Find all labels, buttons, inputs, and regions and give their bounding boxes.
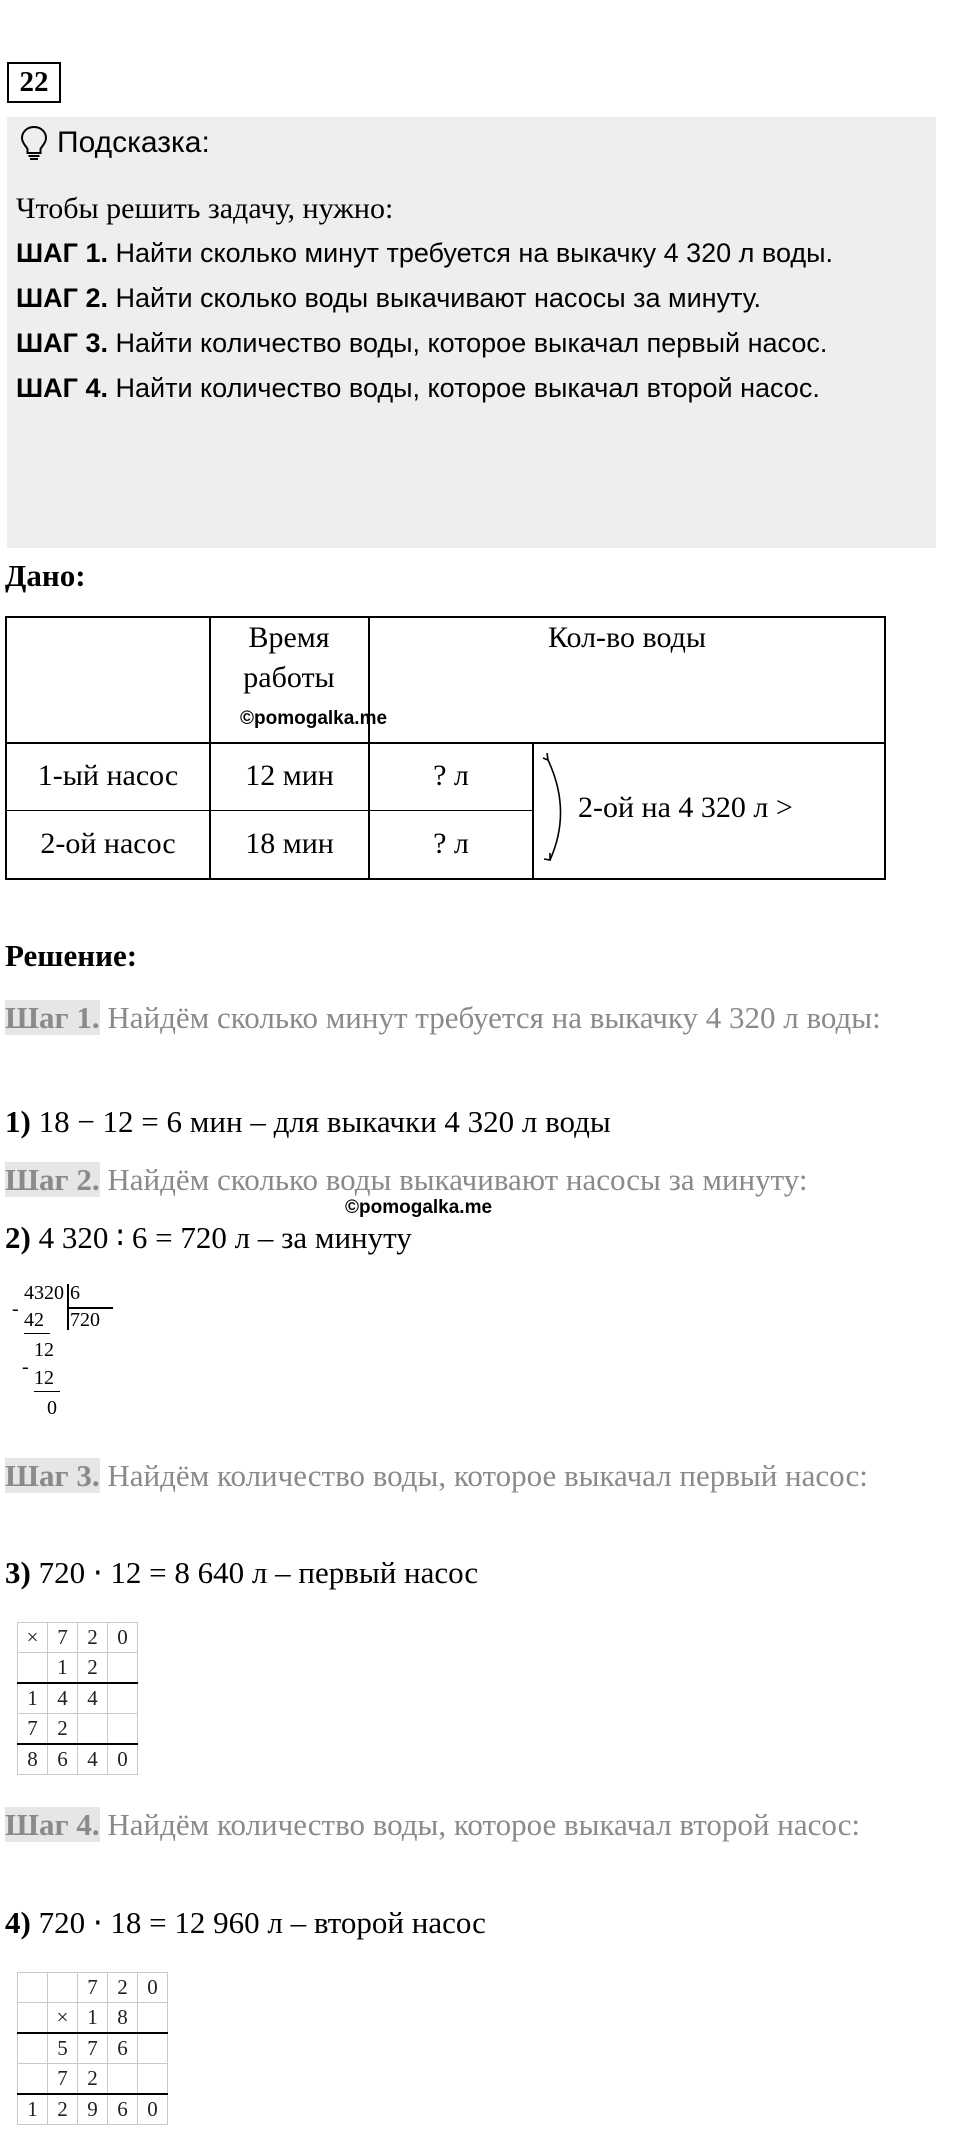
hint-step-4 [16, 366, 929, 411]
row2-name: 2-ой насос [40, 827, 176, 860]
equation-expression: 18 − 12 = 6 мин – для выкачки 4 320 л воды [38, 1104, 611, 1139]
step-text: Найдём сколько воды выкачивают насосы за минуту: [107, 1162, 808, 1197]
watermark: ©pomogalka.me [240, 708, 388, 729]
given-table [5, 616, 886, 880]
grid-cell [78, 1714, 108, 1745]
row2-time: 18 мин [245, 827, 334, 860]
task-number: 22 [7, 62, 61, 103]
grid-cell: 0 [108, 1744, 138, 1775]
hint-step-1 [16, 231, 929, 276]
double-arrow-icon [540, 752, 576, 870]
grid-row [18, 1744, 138, 1775]
step-tag: Шаг 3. [5, 1458, 100, 1493]
grid-cell: 7 [48, 2064, 78, 2095]
equation-number: 1) [5, 1104, 31, 1139]
grid-cell: 2 [108, 1973, 138, 2003]
hint-step-label: ШАГ 1. [16, 238, 108, 268]
minus-sign: - [12, 1298, 19, 1320]
minus-sign: - [22, 1356, 29, 1378]
hint-step-text: Найти количество воды, которое выкачал второй насос. [115, 373, 820, 403]
grid-row [18, 1973, 168, 2003]
row1-water: ? л [433, 759, 469, 792]
multiplication-grid-2 [17, 1972, 168, 2125]
division-line [34, 1391, 60, 1392]
grid-cell: 8 [108, 2003, 138, 2034]
equation-number: 4) [5, 1905, 31, 1940]
hint-step-label: ШАГ 3. [16, 328, 108, 358]
grid-cell: 6 [108, 2033, 138, 2064]
watermark: ©pomogalka.me [345, 1197, 493, 1218]
hint-step-2 [16, 276, 929, 321]
grid-cell: 2 [78, 2064, 108, 2095]
lightbulb-icon [19, 125, 49, 161]
row1-time: 12 мин [245, 759, 334, 792]
step-text: Найдём количество воды, которое выкачал первый насос: [107, 1458, 868, 1493]
grid-cell [48, 1973, 78, 2003]
equation-expression: 720 ⋅ 18 = 12 960 л – второй насос [38, 1905, 486, 1940]
grid-cell [138, 2003, 168, 2034]
grid-cell: 9 [78, 2094, 108, 2125]
grid-cell: 1 [18, 1683, 48, 1714]
division-step: 12 [34, 1339, 54, 1361]
row1-name: 1-ый насос [37, 759, 179, 792]
grid-row [18, 2094, 168, 2125]
grid-cell [108, 1714, 138, 1745]
hint-header [19, 123, 210, 163]
equation-expression: 4 320 ∶ 6 = 720 л – за минуту [38, 1220, 412, 1255]
given-heading: Дано: [5, 558, 86, 593]
grid-cell: 7 [78, 2033, 108, 2064]
division-step: 12 [34, 1367, 54, 1389]
equation-number: 3) [5, 1555, 31, 1590]
equation-1 [5, 1100, 611, 1144]
relation-label: 2-ой на 4 320 л > [578, 791, 793, 824]
grid-cell [138, 2064, 168, 2095]
long-division [12, 1282, 122, 1432]
grid-cell [18, 2064, 48, 2095]
equation-expression: 720 ⋅ 12 = 8 640 л – первый насос [38, 1555, 479, 1590]
equation-2 [5, 1216, 412, 1260]
grid-cell [18, 2033, 48, 2064]
grid-cell: 0 [138, 1973, 168, 2003]
grid-cell: 5 [48, 2033, 78, 2064]
table-border [5, 810, 533, 811]
hint-lead: Чтобы решить задачу, нужно: [16, 192, 394, 225]
quotient: 720 [70, 1309, 100, 1331]
grid-cell: 1 [78, 2003, 108, 2034]
hint-step-label: ШАГ 2. [16, 283, 108, 313]
hint-title: Подсказка: [57, 126, 210, 159]
grid-cell: 2 [48, 2094, 78, 2125]
equation-4 [5, 1901, 486, 1945]
grid-cell: × [18, 1623, 48, 1653]
grid-cell: 4 [78, 1683, 108, 1714]
table-border [532, 742, 534, 880]
step-text: Найдём сколько минут требуется на выкачку 4 320 л воды: [107, 1000, 881, 1035]
hint-step-text: Найти количество воды, которое выкачал первый насос. [115, 328, 828, 358]
grid-row [18, 2064, 168, 2095]
step-tag: Шаг 1. [5, 1000, 100, 1035]
hint-step-text: Найти сколько воды выкачивают насосы за минуту. [115, 283, 762, 313]
grid-cell: 7 [78, 1973, 108, 2003]
grid-row [18, 1653, 138, 1684]
grid-cell: 2 [78, 1623, 108, 1653]
grid-cell: 4 [78, 1744, 108, 1775]
equation-3 [5, 1551, 478, 1595]
solution-step-4 [5, 1803, 955, 1847]
division-remainder: 0 [47, 1397, 57, 1419]
grid-cell: 0 [138, 2094, 168, 2125]
grid-row [18, 1683, 138, 1714]
solution-step-2 [5, 1158, 955, 1202]
equation-number: 2) [5, 1220, 31, 1255]
hint-box [7, 117, 936, 548]
solution-step-1 [5, 996, 955, 1040]
grid-row [18, 2003, 168, 2034]
multiplication-grid-1 [17, 1622, 138, 1775]
table-border [884, 616, 886, 880]
hint-step-3 [16, 321, 929, 366]
grid-cell: 2 [78, 1653, 108, 1684]
grid-cell: 1 [48, 1653, 78, 1684]
grid-row [18, 2033, 168, 2064]
grid-cell: 6 [48, 1744, 78, 1775]
hint-step-label: ШАГ 4. [16, 373, 108, 403]
row2-water: ? л [433, 827, 469, 860]
hint-body [16, 189, 929, 411]
division-line [24, 1333, 50, 1334]
grid-cell: 1 [18, 2094, 48, 2125]
grid-cell [138, 2033, 168, 2064]
hint-step-text: Найти сколько минут требуется на выкачку 4 320 л воды. [115, 238, 834, 268]
grid-cell: × [48, 2003, 78, 2034]
grid-row [18, 1623, 138, 1653]
step-tag: Шаг 4. [5, 1807, 100, 1842]
grid-cell [18, 1653, 48, 1684]
grid-cell [108, 1653, 138, 1684]
grid-cell: 7 [48, 1623, 78, 1653]
grid-cell [18, 2003, 48, 2034]
grid-cell: 4 [48, 1683, 78, 1714]
grid-row [18, 1714, 138, 1745]
grid-cell [108, 1683, 138, 1714]
dividend: 4320 [24, 1282, 64, 1304]
solution-heading: Решение: [5, 938, 138, 973]
grid-cell: 7 [18, 1714, 48, 1745]
header-time: Время работы [243, 621, 335, 694]
grid-cell: 6 [108, 2094, 138, 2125]
division-step: 42 [24, 1309, 44, 1331]
header-water: Кол-во воды [547, 621, 707, 654]
step-text: Найдём количество воды, которое выкачал второй насос: [107, 1807, 861, 1842]
grid-cell: 0 [108, 1623, 138, 1653]
grid-cell [108, 2064, 138, 2095]
grid-cell [18, 1973, 48, 2003]
table-border [5, 742, 886, 744]
grid-cell: 2 [48, 1714, 78, 1745]
table-border [5, 878, 886, 880]
solution-step-3 [5, 1454, 955, 1498]
grid-cell: 8 [18, 1744, 48, 1775]
divisor: 6 [70, 1282, 80, 1304]
step-tag: Шаг 2. [5, 1162, 100, 1197]
